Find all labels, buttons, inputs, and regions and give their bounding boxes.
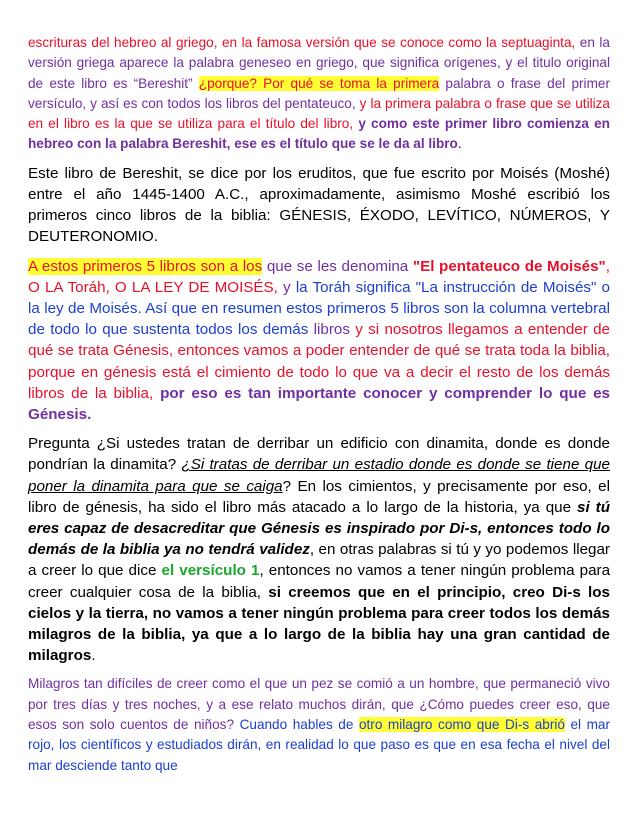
bold-italic-text: si tú eres capaz de desacreditar que Génesis es inspirado por Di-s, entonces todo lo demás de la biblia ya no tendrá validez bbox=[28, 498, 610, 559]
text-run: que se les denomina bbox=[262, 257, 413, 275]
bold-text: "El pentateuco de Moisés" bbox=[412, 257, 606, 275]
text-run: Este libro de Bereshit, se dice por los eruditos, que fue escrito por Moisés (Moshé) entre el año 1445-1400 A.C., aproximadamente, asimismo Moshé escribió los primeros cinco libros de la biblia: GÉNESIS, ÉXODO, LEVÍTICO, NÚMEROS, Y DEUTERONOMIO. bbox=[28, 164, 610, 246]
text-run: el mar rojo, los científicos y estudiados dirán, en realidad lo que paso es que en esa fecha el nivel del mar desciende tanto que bbox=[28, 717, 610, 773]
text-run: , en otras palabras si tú y yo podemos llegar a creer lo que dice bbox=[28, 541, 610, 580]
text-run: libros bbox=[308, 321, 350, 339]
highlighted-text: ¿porque? Por qué se toma la primera bbox=[198, 75, 440, 91]
text-run: . bbox=[91, 647, 96, 665]
text-run: Pregunta ¿Si ustedes tratan de derribar un edificio con dinamita, donde es donde pondrían la dinamita? bbox=[28, 435, 610, 474]
bold-text: y como este primer libro comienza en hebreo con la palabra Bereshit, ese es el título que se le da al libro bbox=[28, 116, 610, 152]
paragraph-miracles bbox=[28, 674, 610, 775]
text-run: , O LA Toráh, O LA LEY DE MOISÉS, bbox=[28, 257, 610, 296]
text-run: , entonces no vamos a tener ningún problema para creer cualquier cosa de la biblia, bbox=[28, 562, 611, 601]
text-run: en la versión griega aparece la palabra geneseo en griego, que significa orígenes, y el titulo original de este libro es “Bereshit” bbox=[28, 35, 610, 91]
highlighted-text: otro milagro como que Di-s abrió bbox=[358, 717, 565, 733]
paragraph-author bbox=[28, 163, 610, 248]
verse-reference: el versículo 1 bbox=[161, 562, 260, 580]
paragraph-pentateuch bbox=[28, 256, 610, 426]
text-run: la Toráh significa "La instrucción de Moisés" o la ley de Moisés. Así que en resumen estos primeros 5 libros son la columna vertebral de todo lo que sustenta todos los demás bbox=[28, 278, 610, 339]
text-run: y si nosotros llegamos a entender de qué se trata Génesis, entonces vamos a poder entender de qué se trata toda la biblia, porque en génesis está el cimiento de todo lo que va a decir el resto de los demás libros de la biblia, bbox=[28, 321, 610, 402]
paragraph-bereshit-title bbox=[28, 33, 610, 155]
text-run: Milagros tan difíciles de creer como el que un pez se comió a un hombre, que permaneció vivo por tres días y tres noches, y a ese relato muchos dirán, que ¿Cómo puedes creer eso, que esos son solo cuentos de niños? bbox=[28, 676, 610, 733]
text-run: y bbox=[277, 278, 296, 296]
text-run: . bbox=[457, 136, 462, 152]
text-run: Cuando hables de bbox=[234, 717, 359, 733]
bold-text: por eso es tan importante conocer y comprender lo que es Génesis. bbox=[28, 384, 610, 424]
document-page bbox=[28, 33, 610, 784]
bold-text: si creemos que en el principio, creo Di-s los cielos y la tierra, no vamos a tener ningún problema para creer todos los demás milagros de la biblia, ya que a lo largo de la biblia hay una gran cantidad de milagros bbox=[28, 583, 610, 665]
paragraph-question bbox=[28, 433, 610, 666]
text-run: palabra o frase del primer versículo, y así es con todos los libros del pentateuco, bbox=[28, 75, 610, 111]
highlighted-text: A estos primeros 5 libros son a los bbox=[28, 257, 263, 275]
underlined-italic-text: ¿Si tratas de derribar un estadio donde es donde se tiene que poner la dinamita para que se caiga bbox=[28, 456, 610, 495]
text-run: ? En los cimientos, y precisamente por eso, el libro de génesis, ha sido el libro más atacado a lo largo de la historia, ya que bbox=[28, 477, 610, 516]
text-run: escrituras del hebreo al griego, en la famosa versión que se conoce como la septuaginta, bbox=[28, 35, 576, 50]
text-run: y la primera palabra o frase que se utiliza en el libro es la que se utiliza para el título del libro, bbox=[28, 95, 610, 132]
